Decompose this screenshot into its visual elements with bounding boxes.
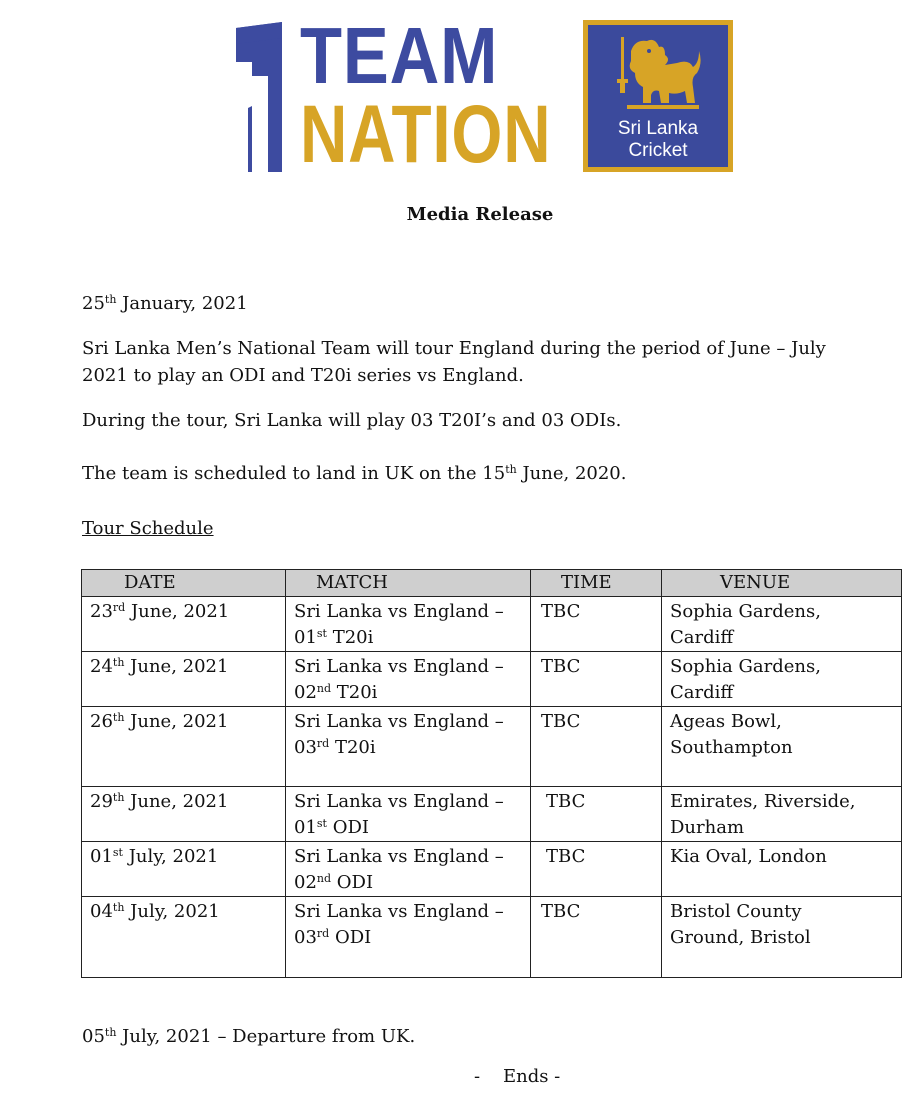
date-rest: June, 2021 <box>124 791 229 812</box>
cell-venue <box>662 787 902 842</box>
date-suffix: rd <box>112 601 126 614</box>
date-suffix: st <box>112 846 123 859</box>
cell-time: TBC <box>531 897 662 978</box>
cell-match <box>286 842 531 897</box>
date-day: 23 <box>90 601 113 622</box>
cell-match <box>286 787 531 842</box>
date-rest: July, 2021 <box>122 846 219 867</box>
cell-time: TBC <box>531 597 662 652</box>
match-number <box>294 735 524 761</box>
cell-time: TBC <box>531 842 662 897</box>
match-number <box>294 680 524 706</box>
paragraph-tour-line-2: 2021 to play an ODI and T20i series vs England. <box>82 365 524 386</box>
match-number <box>294 815 524 841</box>
date-day: 04 <box>90 901 113 922</box>
cell-venue <box>662 842 902 897</box>
date-rest: July, 2021 <box>124 901 220 922</box>
release-date-day: 25 <box>82 293 105 314</box>
match-number-suffix: nd <box>316 682 332 695</box>
match-format: T20i <box>329 737 376 758</box>
badge-line-sri-lanka: Sri Lanka <box>617 118 699 139</box>
header-venue: VENUE <box>662 570 902 597</box>
match-number-suffix: rd <box>316 737 330 750</box>
date-suffix: th <box>112 711 125 724</box>
venue-line-1: Kia Oval, London <box>670 846 827 867</box>
cell-venue <box>662 652 902 707</box>
match-format: ODI <box>331 872 374 893</box>
date-day: 24 <box>90 656 113 677</box>
date-suffix: th <box>112 791 125 804</box>
cell-time: TBC <box>531 652 662 707</box>
match-number <box>294 870 524 896</box>
paragraph-tour-line-1: Sri Lanka Men’s National Team will tour England during the period of June – July <box>82 338 826 359</box>
cell-venue <box>662 897 902 978</box>
match-number-suffix: nd <box>316 872 332 885</box>
match-number-value: 02 <box>294 872 317 893</box>
departure-suffix: th <box>104 1026 117 1039</box>
match-teams: Sri Lanka vs England – <box>294 846 504 867</box>
cell-date <box>82 597 286 652</box>
match-number-value: 02 <box>294 682 317 703</box>
match-number-value: 03 <box>294 737 317 758</box>
table-row <box>82 652 902 707</box>
paragraph-arrival <box>82 460 626 487</box>
match-format: T20i <box>326 627 374 648</box>
venue-line-1: Ageas Bowl, <box>670 711 782 732</box>
table-row <box>82 842 902 897</box>
date-rest: June, 2021 <box>125 601 230 622</box>
numeral-one-logo-mark <box>222 16 302 178</box>
date-day: 29 <box>90 791 113 812</box>
match-number-value: 01 <box>294 627 317 648</box>
match-number-value: 01 <box>294 817 317 838</box>
departure-line <box>82 1023 415 1050</box>
page-title: Media Release <box>406 204 554 225</box>
lion-emblem-icon <box>613 33 703 113</box>
venue-line-1: Sophia Gardens, <box>670 601 821 622</box>
date-suffix: th <box>112 656 125 669</box>
date-day: 26 <box>90 711 113 732</box>
cell-date <box>82 652 286 707</box>
date-rest: June, 2021 <box>124 711 229 732</box>
venue-line-2: Cardiff <box>670 682 734 703</box>
match-number-suffix: st <box>316 817 327 830</box>
arrival-suffix: th <box>505 463 517 476</box>
logo-word-nation: NATION <box>300 89 552 180</box>
tour-schedule-table <box>81 569 902 978</box>
match-teams: Sri Lanka vs England – <box>294 901 504 922</box>
match-number-suffix: st <box>316 627 327 640</box>
arrival-text-after: June, 2020. <box>516 463 627 484</box>
paragraph-matches: During the tour, Sri Lanka will play 03 T20I’s and 03 ODIs. <box>82 410 622 431</box>
table-row <box>82 707 902 787</box>
venue-line-2: Ground, Bristol <box>670 927 811 948</box>
cell-match <box>286 707 531 787</box>
ends-marker: - Ends - <box>474 1066 561 1087</box>
release-date <box>82 290 248 317</box>
table-row <box>82 597 902 652</box>
match-number-value: 03 <box>294 927 317 948</box>
header-time: TIME <box>531 570 662 597</box>
match-format: ODI <box>326 817 370 838</box>
match-teams: Sri Lanka vs England – <box>294 791 504 812</box>
one-team-nation-logo <box>222 11 736 180</box>
cell-date <box>82 707 286 787</box>
match-format: ODI <box>329 927 372 948</box>
match-number-suffix: rd <box>316 927 330 940</box>
table-header-row <box>82 570 902 597</box>
header-date: DATE <box>82 570 286 597</box>
cell-venue <box>662 597 902 652</box>
venue-line-1: Sophia Gardens, <box>670 656 821 677</box>
header-match: MATCH <box>286 570 531 597</box>
match-number <box>294 625 524 651</box>
cell-date <box>82 842 286 897</box>
match-teams: Sri Lanka vs England – <box>294 656 504 677</box>
cell-match <box>286 652 531 707</box>
date-rest: June, 2021 <box>124 656 229 677</box>
sri-lanka-cricket-badge <box>583 20 733 172</box>
cell-date <box>82 897 286 978</box>
match-teams: Sri Lanka vs England – <box>294 711 504 732</box>
table-row <box>82 897 902 978</box>
venue-line-1: Bristol County <box>670 901 802 922</box>
schedule-heading: Tour Schedule <box>82 518 214 539</box>
departure-day: 05 <box>82 1026 105 1047</box>
cell-date <box>82 787 286 842</box>
venue-line-2: Southampton <box>670 737 793 758</box>
match-teams: Sri Lanka vs England – <box>294 601 504 622</box>
release-date-rest: January, 2021 <box>116 293 248 314</box>
arrival-text-before: The team is scheduled to land in UK on the 15 <box>82 463 506 484</box>
venue-line-2: Durham <box>670 817 745 838</box>
venue-line-2: Cardiff <box>670 627 734 648</box>
logo-word-team: TEAM <box>300 11 499 100</box>
release-date-suffix: th <box>104 293 117 306</box>
match-format: T20i <box>331 682 378 703</box>
match-number <box>294 925 524 951</box>
date-suffix: th <box>112 901 125 914</box>
cell-time: TBC <box>531 787 662 842</box>
cell-venue <box>662 707 902 787</box>
departure-rest: July, 2021 – Departure from UK. <box>116 1026 416 1047</box>
cell-match <box>286 597 531 652</box>
venue-line-1: Emirates, Riverside, <box>670 791 856 812</box>
cell-time: TBC <box>531 707 662 787</box>
date-day: 01 <box>90 846 113 867</box>
table-row <box>82 787 902 842</box>
cell-match <box>286 897 531 978</box>
badge-line-cricket: Cricket <box>628 140 688 161</box>
